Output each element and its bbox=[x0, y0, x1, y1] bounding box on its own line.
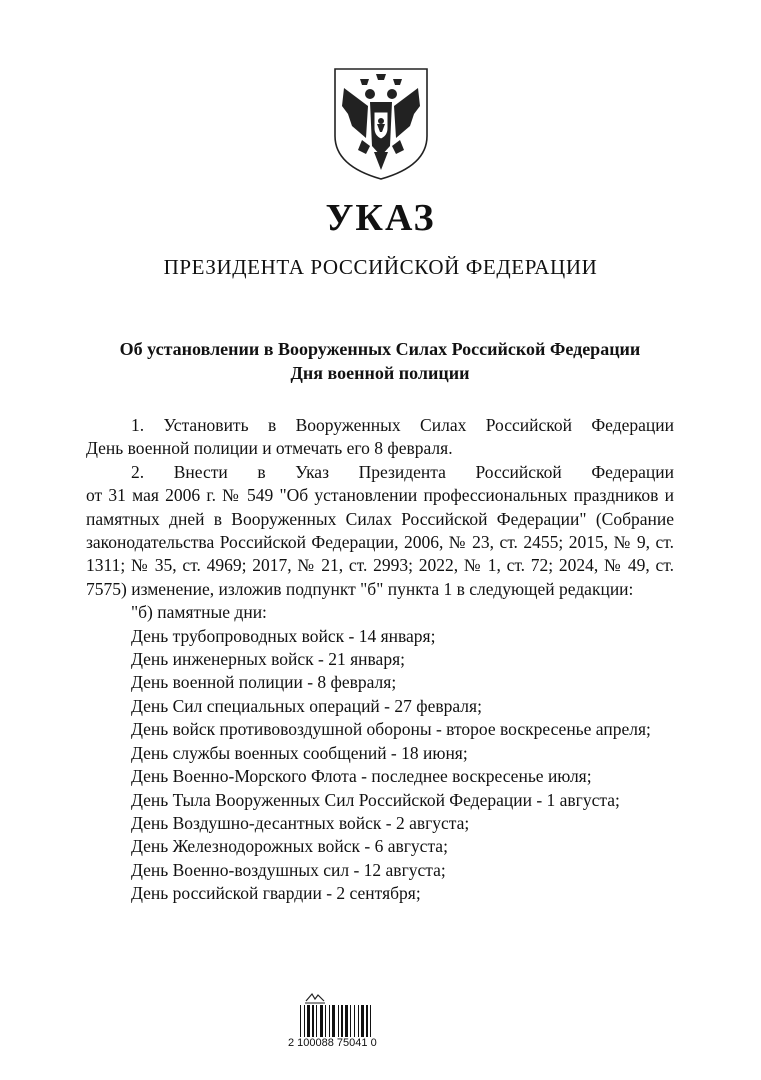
list-item: День военной полиции - 8 февраля; bbox=[131, 672, 397, 693]
document-title: УКАЗ bbox=[325, 197, 436, 239]
heading-line-2: Дня военной полиции bbox=[290, 363, 470, 383]
list-item: День войск противовоздушной обороны - второе воскресенье апреля; bbox=[131, 719, 651, 740]
russian-coat-of-arms-icon bbox=[332, 66, 430, 182]
list-item: День Военно-Морского Флота - последнее воскресенье июля; bbox=[131, 766, 592, 787]
list-item: День Тыла Вооруженных Сил Российской Федерации - 1 августа; bbox=[131, 789, 620, 810]
barcode-number: 2 100088 75041 0 bbox=[288, 1037, 377, 1049]
heading-line-1: Об установлении в Вооруженных Силах Российской Федерации bbox=[119, 339, 641, 359]
list-item: День Воздушно-десантных войск - 2 августа; bbox=[131, 812, 470, 833]
list-item: День Военно-воздушных сил - 12 августа; bbox=[131, 859, 446, 880]
list-item: День Сил специальных операций - 27 февраля; bbox=[131, 695, 482, 716]
list-item: День службы военных сообщений - 18 июня; bbox=[131, 742, 468, 763]
barcode-icon bbox=[299, 1005, 389, 1037]
document-subtitle: ПРЕЗИДЕНТА РОССИЙСКОЙ ФЕДЕРАЦИИ bbox=[163, 255, 598, 279]
list-item: День трубопроводных войск - 14 января; bbox=[131, 625, 436, 646]
paragraph-1-line-2: День военной полиции и отмечать его 8 февраля. bbox=[86, 438, 453, 459]
barcode-mark-icon bbox=[304, 992, 326, 1004]
paragraph-2-text: от 31 мая 2006 г. № 549 "Об установлении профессиональных праздников и памятных дней в Вооруженных Силах Российской Федерации" (Собрание законодательства Российской Федерации, 2006, № 23, ст. 2455; 2015, № 9, ст. 1311; № 35, ст. 4969; 2017, № 21, ст. 2993; 2022, № 1, ст. 72; 2024, № 49, ст. 7575) изменение, изложив подпункт "б" пункта 1 в следующей редакции: bbox=[86, 485, 674, 599]
decree-heading bbox=[80, 337, 680, 385]
paragraph-2-line-1: 2. Внести в Указ Президента Российской Федерации bbox=[131, 461, 674, 482]
list-item: День Железнодорожных войск - 6 августа; bbox=[131, 836, 448, 857]
decree-body bbox=[86, 414, 674, 906]
list-item: День российской гвардии - 2 сентября; bbox=[131, 883, 421, 904]
list-item: День инженерных войск - 21 января; bbox=[131, 649, 405, 670]
paragraph-1-line-1: 1. Установить в Вооруженных Силах Российской Федерации bbox=[131, 415, 674, 435]
list-item: "б) памятные дни: bbox=[131, 602, 267, 623]
